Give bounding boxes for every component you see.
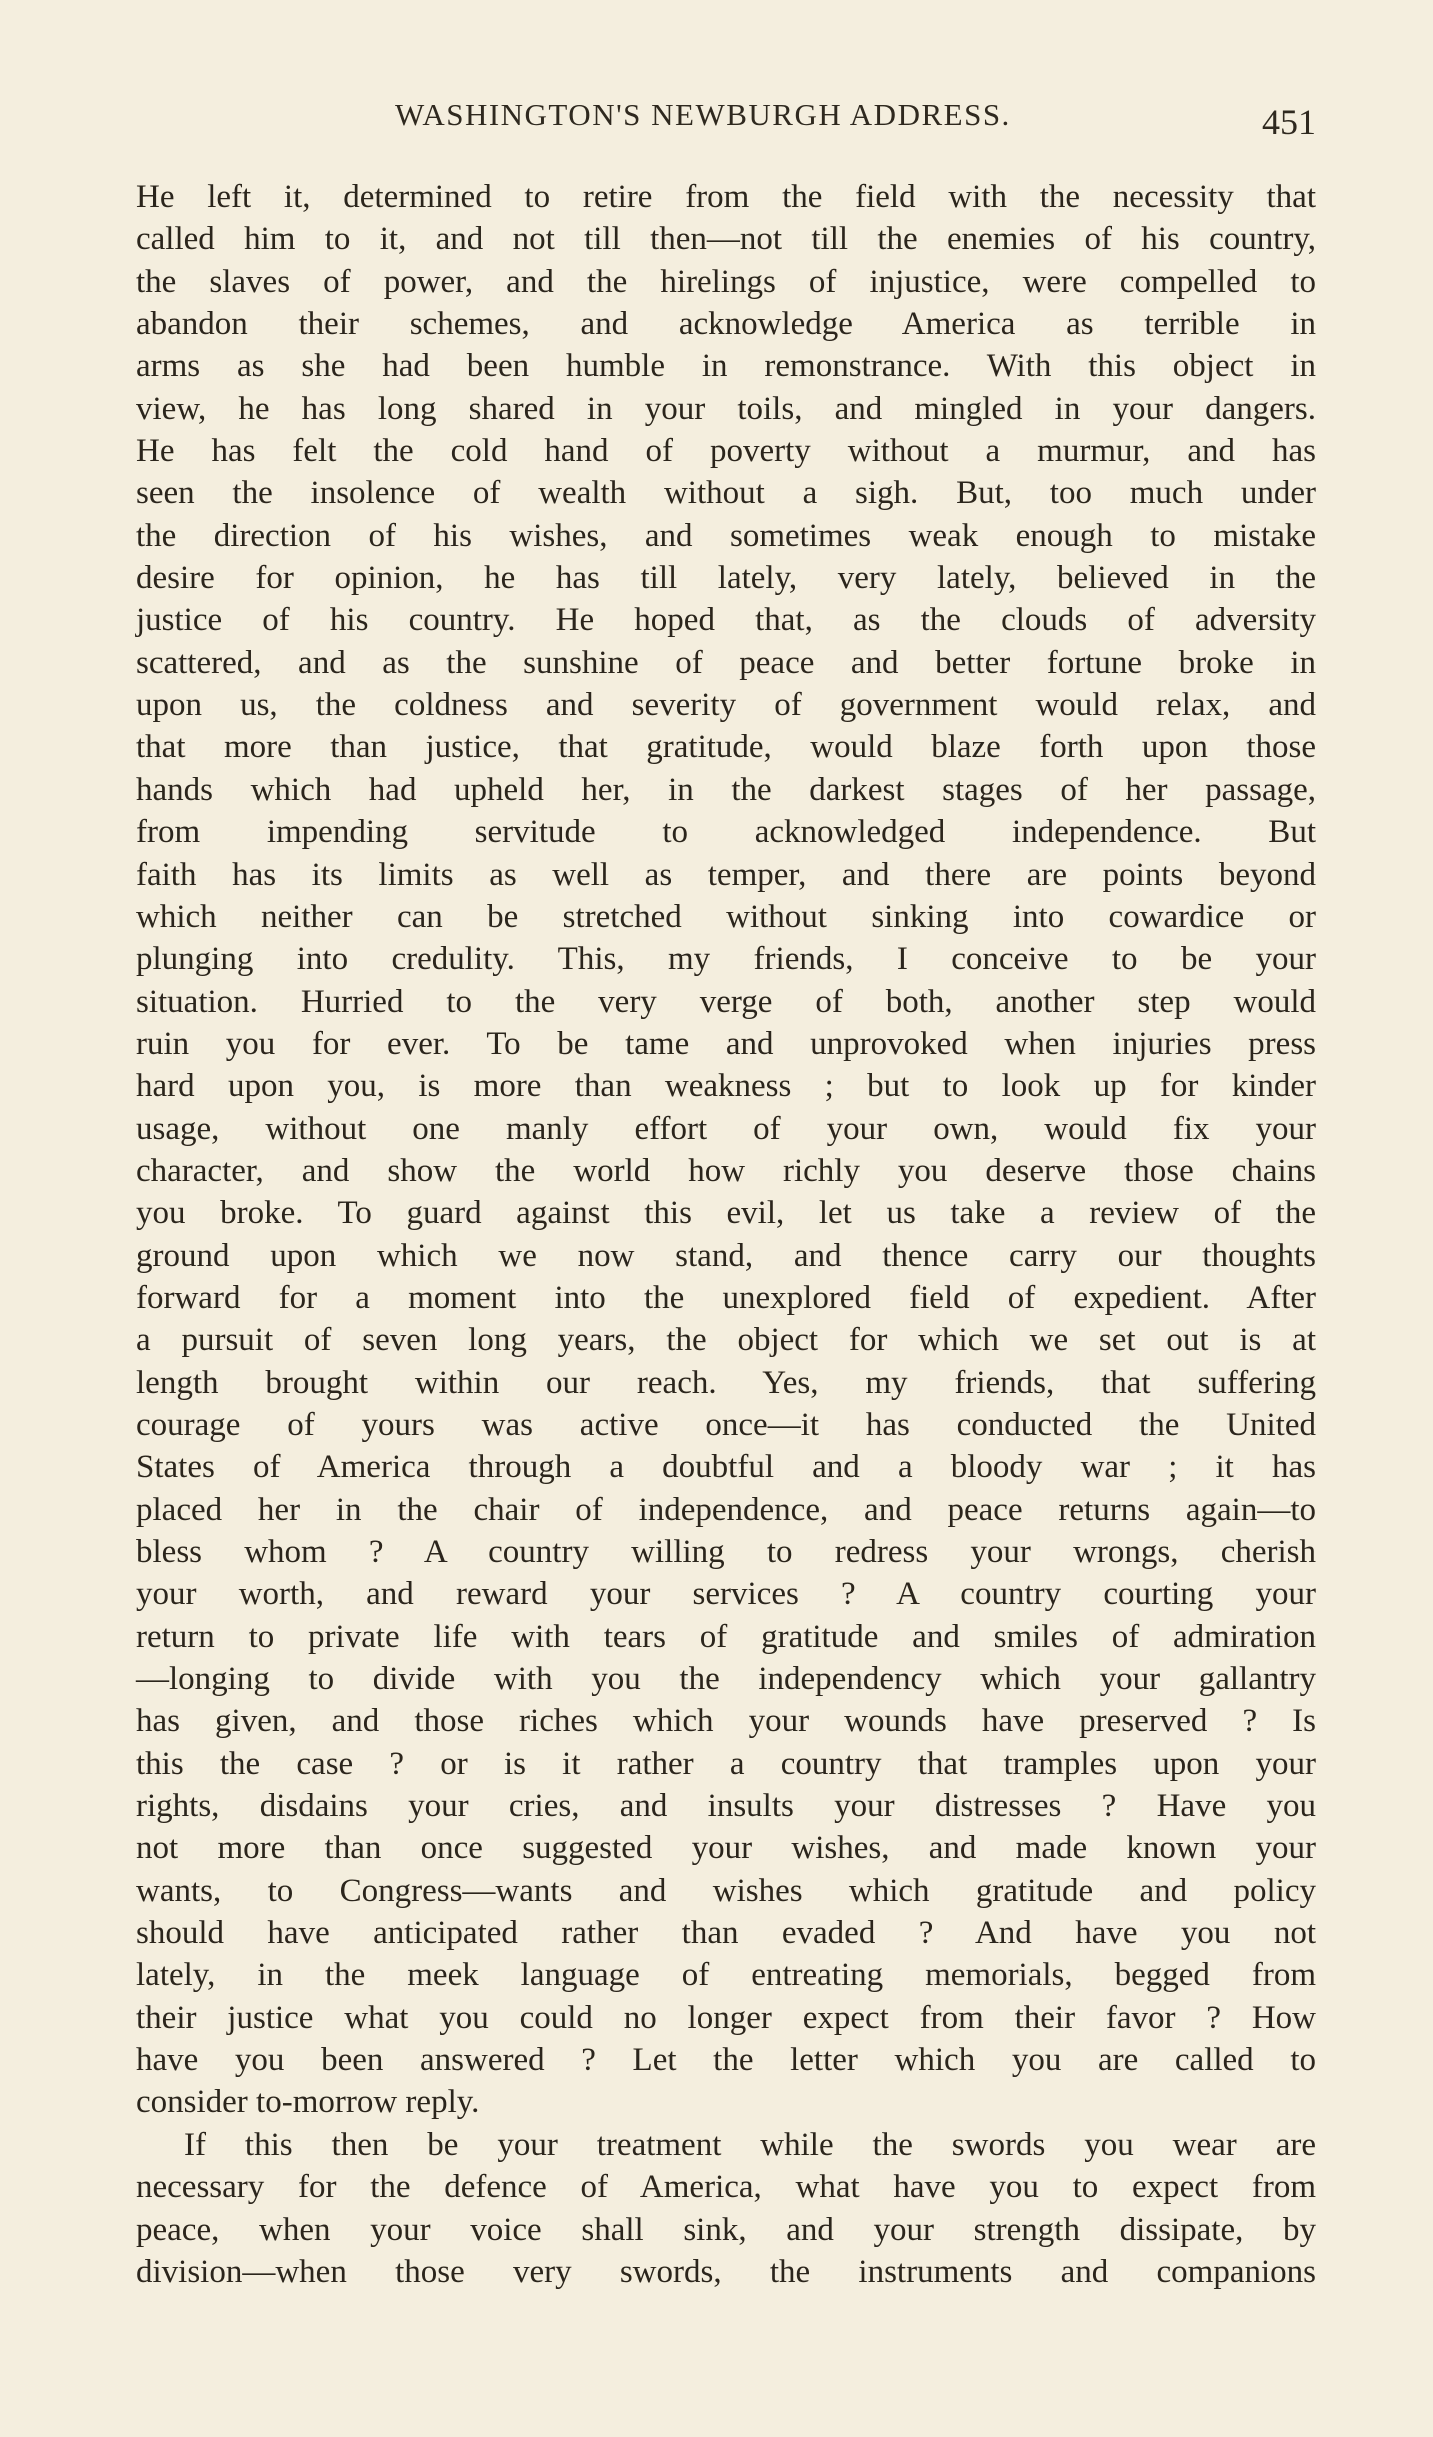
text-line: which neither can be stretched without sinking into cowardice or: [136, 898, 1316, 935]
text-line: peace, when your voice shall sink, and your strength dissipate, by: [136, 2211, 1316, 2248]
text-line: ground upon which we now stand, and thence carry our thoughts: [136, 1237, 1316, 1274]
page-number: 451: [1262, 102, 1316, 142]
text-line: placed her in the chair of independence, and peace returns again—to: [136, 1491, 1316, 1528]
text-line: States of America through a doubtful and a bloody war ; it has: [136, 1449, 1316, 1486]
text-line: division—when those very swords, the instruments and companions: [136, 2253, 1316, 2290]
text-line: you broke. To guard against this evil, let us take a review of the: [136, 1195, 1316, 1232]
text-line: situation. Hurried to the very verge of both, another step would: [136, 983, 1316, 1020]
text-line: lately, in the meek language of entreating memorials, begged from: [136, 1957, 1316, 1994]
text-line: desire for opinion, he has till lately, very lately, believed in the: [136, 560, 1316, 597]
text-line: hands which had upheld her, in the darkest stages of her passage,: [136, 771, 1316, 808]
running-head: [0, 95, 1433, 155]
paragraph-end-line: consider to-morrow reply.: [136, 2084, 480, 2121]
text-line: wants, to Congress—wants and wishes which gratitude and policy: [136, 1872, 1316, 1909]
text-line: return to private life with tears of gratitude and smiles of admiration: [136, 1618, 1316, 1655]
text-line: the slaves of power, and the hirelings of injustice, were compelled to: [136, 263, 1316, 300]
text-line: character, and show the world how richly you deserve those chains: [136, 1152, 1316, 1189]
text-line: abandon their schemes, and acknowledge America as terrible in: [136, 306, 1316, 343]
text-line: hard upon you, is more than weakness ; but to look up for kinder: [136, 1068, 1316, 1105]
text-line: that more than justice, that gratitude, would blaze forth upon those: [136, 729, 1316, 766]
text-line: justice of his country. He hoped that, as the clouds of adversity: [136, 602, 1316, 639]
text-line: from impending servitude to acknowledged independence. But: [136, 814, 1316, 851]
text-line: should have anticipated rather than evaded ? And have you not: [136, 1915, 1316, 1952]
text-line: this the case ? or is it rather a country that tramples upon your: [136, 1745, 1316, 1782]
text-line: your worth, and reward your services ? A country courting your: [136, 1576, 1316, 1613]
text-line: faith has its limits as well as temper, and there are points beyond: [136, 856, 1316, 893]
body-text: [136, 176, 1316, 2293]
paragraph-start-line: If this then be your treatment while the swords you wear are: [184, 2126, 1316, 2163]
text-line: their justice what you could no longer expect from their favor ? How: [136, 1999, 1316, 2036]
text-line: the direction of his wishes, and sometimes weak enough to mistake: [136, 517, 1316, 554]
running-title: WASHINGTON'S NEWBURGH ADDRESS.: [395, 97, 1011, 132]
text-line: has given, and those riches which your wounds have preserved ? Is: [136, 1703, 1316, 1740]
text-line: —longing to divide with you the independency which your gallantry: [136, 1661, 1316, 1698]
text-line: scattered, and as the sunshine of peace and better fortune broke in: [136, 644, 1316, 681]
text-line: bless whom ? A country willing to redress your wrongs, cherish: [136, 1534, 1316, 1570]
text-line: plunging into credulity. This, my friends, I conceive to be your: [136, 941, 1316, 978]
text-line: necessary for the defence of America, what have you to expect from: [136, 2169, 1316, 2206]
text-line: usage, without one manly effort of your own, would fix your: [136, 1110, 1316, 1147]
text-line: He left it, determined to retire from the field with the necessity that: [136, 179, 1316, 215]
text-line: arms as she had been humble in remonstrance. With this object in: [136, 348, 1316, 385]
text-line: forward for a moment into the unexplored field of expedient. After: [136, 1279, 1316, 1316]
text-line: have you been answered ? Let the letter which you are called to: [136, 2042, 1316, 2079]
text-line: called him to it, and not till then—not till the enemies of his country,: [136, 221, 1316, 258]
text-line: length brought within our reach. Yes, my friends, that suffering: [136, 1364, 1316, 1401]
text-line: ruin you for ever. To be tame and unprovoked when injuries press: [136, 1025, 1316, 1062]
text-line: upon us, the coldness and severity of government would relax, and: [136, 687, 1316, 724]
text-line: view, he has long shared in your toils, and mingled in your dangers.: [136, 390, 1316, 427]
text-line: courage of yours was active once—it has conducted the United: [136, 1406, 1316, 1443]
text-line: rights, disdains your cries, and insults your distresses ? Have you: [136, 1788, 1316, 1825]
text-line: not more than once suggested your wishes, and made known your: [136, 1830, 1316, 1867]
text-line: He has felt the cold hand of poverty without a murmur, and has: [136, 433, 1316, 470]
text-line: seen the insolence of wealth without a sigh. But, too much under: [136, 475, 1316, 512]
text-line: a pursuit of seven long years, the object for which we set out is at: [136, 1322, 1316, 1359]
